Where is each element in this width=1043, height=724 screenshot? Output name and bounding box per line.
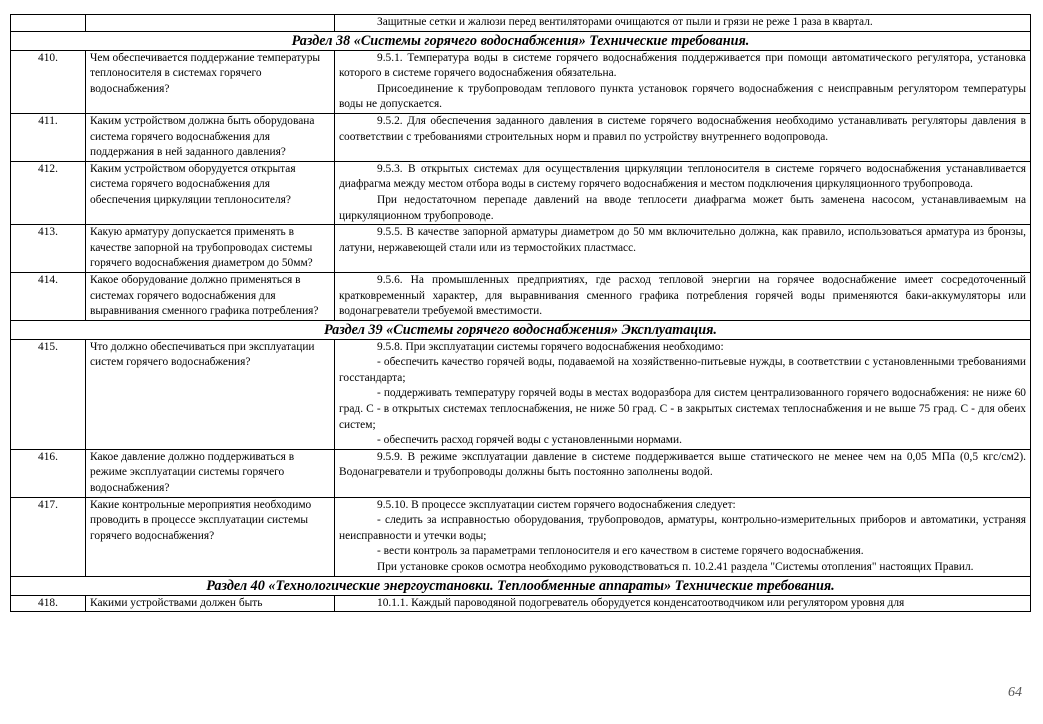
- answer-paragraph: - обеспечить качество горячей воды, подаваемой на хозяйственно-питьевые нужды, в соответствии с установленными требованиями госстандарта;: [339, 356, 1026, 384]
- answer-paragraph: - вести контроль за параметрами теплоносителя и его качеством в системе горячего водоснабжения.: [377, 545, 864, 558]
- table-row: [11, 161, 1031, 224]
- section-header-38: [11, 31, 1031, 50]
- answer-paragraph: 10.1.1. Каждый пароводяной подогреватель оборудуется конденсатоотводчиком или регулятором уровня для: [377, 596, 905, 609]
- table-row: [11, 449, 1031, 497]
- answer-cell: [335, 225, 1031, 273]
- answer-paragraph: - поддерживать температуру горячей воды в местах водоразбора для систем централизованного горячего водоснабжения: не ниже 60 град. С - в открытых системах теплоснабжения, не ниже 50 град. С - в закрытых системах теплоснабжения и не выше 75 град. С - для обеих систем;: [339, 387, 1026, 431]
- answer-paragraph: При недостаточном перепаде давлений на вводе теплосети диафрагма может быть заменена насосом, устанавливаемым на циркуляционном трубопроводе.: [339, 193, 1026, 222]
- question-cell: [86, 15, 335, 32]
- answer-paragraph: 9.5.3. В открытых системах для осуществления циркуляции теплоносителя в системе горячего водоснабжения устанавливается диафрагма между местом отбора воды в систему горячего водоснабжения и местом подключения циркуляционного трубопровода.: [339, 162, 1026, 191]
- number-cell: [11, 15, 86, 32]
- table-row: [11, 272, 1031, 320]
- question-number: 414.: [11, 272, 86, 320]
- question-number: 418.: [11, 595, 86, 612]
- answer-paragraph: 9.5.6. На промышленных предприятиях, где расход тепловой энергии на горячее водоснабжение имеет сосредоточенный кратковременный характер, для выравнивания сменного графика потребления горячей воды применяются баки-аккумуляторы или водонагреватели требуемой вместимости.: [339, 273, 1026, 318]
- question-text: Каким устройством оборудуется открытая система горячего водоснабжения для обеспечения циркуляции теплоносителя?: [86, 161, 335, 224]
- answer-paragraph: - следить за исправностью оборудования, трубопроводов, арматуры, контрольно-измерительных приборов и автоматики, устраняя неисправности и утечки воды;: [339, 514, 1026, 542]
- question-text: Какое давление должно поддерживаться в режиме эксплуатации системы горячего водоснабжения?: [86, 449, 335, 497]
- answer-cell: [335, 272, 1031, 320]
- answer-paragraph: 9.5.2. Для обеспечения заданного давления в системе горячего водоснабжения необходимо устанавливать регуляторы давления в соответствии с требованиями строительных норм и правил по устройству внутреннего водопровода.: [339, 114, 1026, 143]
- question-number: 413.: [11, 225, 86, 273]
- table-row: [11, 15, 1031, 32]
- answer-paragraph: 9.5.8. При эксплуатации системы горячего водоснабжения необходимо:: [377, 340, 724, 353]
- answer-paragraph: 9.5.5. В качестве запорной арматуры диаметром до 50 мм включительно должна, как правило, использоваться арматура из бронзы, латуни, нержавеющей стали или из термостойких пластмасс.: [339, 226, 1026, 254]
- question-number: 417.: [11, 497, 86, 576]
- section-header-40: [11, 576, 1031, 595]
- question-text: Какие контрольные мероприятия необходимо проводить в процессе эксплуатации системы горячего водоснабжения?: [86, 497, 335, 576]
- question-text: Чем обеспечивается поддержание температуры теплоносителя в системах горячего водоснабжения?: [86, 50, 335, 113]
- answer-cell: [335, 339, 1031, 449]
- table-row: [11, 113, 1031, 161]
- question-text: Что должно обеспечиваться при эксплуатации систем горячего водоснабжения?: [86, 339, 335, 449]
- section-title: Раздел 38 «Системы горячего водоснабжения» Технические требования.: [11, 31, 1031, 50]
- question-number: 415.: [11, 339, 86, 449]
- answer-paragraph: 9.5.10. В процессе эксплуатации систем горячего водоснабжения следует:: [377, 498, 736, 511]
- question-number: 410.: [11, 50, 86, 113]
- answer-cell: [335, 113, 1031, 161]
- question-number: 412.: [11, 161, 86, 224]
- section-header-39: [11, 320, 1031, 339]
- answer-paragraph: - обеспечить расход горячей воды с установленными нормами.: [377, 434, 682, 447]
- table-row: [11, 595, 1031, 612]
- question-text: Какое оборудование должно применяться в системах горячего водоснабжения для выравнивания сменного графика потребления?: [86, 272, 335, 320]
- questions-table: [10, 14, 1031, 612]
- answer-cell: [335, 595, 1031, 612]
- table-row: [11, 497, 1031, 576]
- answer-paragraph: 9.5.9. В режиме эксплуатации давление в системе поддерживается выше статического не менее чем на 0,05 МПа (0,5 кгс/см2). Водонагреватели и трубопроводы должны быть постоянно заполнены водой.: [339, 450, 1026, 479]
- question-text: Какими устройствами должен быть: [86, 595, 335, 612]
- table-row: [11, 50, 1031, 113]
- answer-cell: [335, 497, 1031, 576]
- answer-cell: [335, 50, 1031, 113]
- answer-cell: [335, 161, 1031, 224]
- table-row: [11, 339, 1031, 449]
- answer-paragraph: 9.5.1. Температура воды в системе горячего водоснабжения поддерживается при помощи автоматического регулятора, установка которого в системе горячего водоснабжения обязательна.: [339, 51, 1026, 80]
- question-text: Какую арматуру допускается применять в качестве запорной на трубопроводах системы горячего водоснабжения диаметром до 50мм?: [86, 225, 335, 273]
- answer-cell: [335, 449, 1031, 497]
- section-title: Раздел 40 «Технологические энергоустановки. Теплообменные аппараты» Технические требования.: [11, 576, 1031, 595]
- answer-paragraph: Защитные сетки и жалюзи перед вентиляторами очищаются от пыли и грязи не реже 1 раза в квартал.: [377, 16, 873, 28]
- page-number: 64: [1008, 685, 1022, 700]
- question-number: 411.: [11, 113, 86, 161]
- answer-cell: [335, 15, 1031, 32]
- answer-paragraph: Присоединение к трубопроводам теплового пункта установок горячего водоснабжения с неисправным регулятором температуры воды не допускается.: [339, 82, 1026, 111]
- table-row: [11, 225, 1031, 273]
- question-number: 416.: [11, 449, 86, 497]
- section-title: Раздел 39 «Системы горячего водоснабжения» Эксплуатация.: [11, 320, 1031, 339]
- answer-paragraph: При установке сроков осмотра необходимо руководствоваться п. 10.2.41 раздела "Системы отопления" настоящих Правил.: [377, 561, 974, 573]
- question-text: Каким устройством должна быть оборудована система горячего водоснабжения для поддержания в ней заданного давления?: [86, 113, 335, 161]
